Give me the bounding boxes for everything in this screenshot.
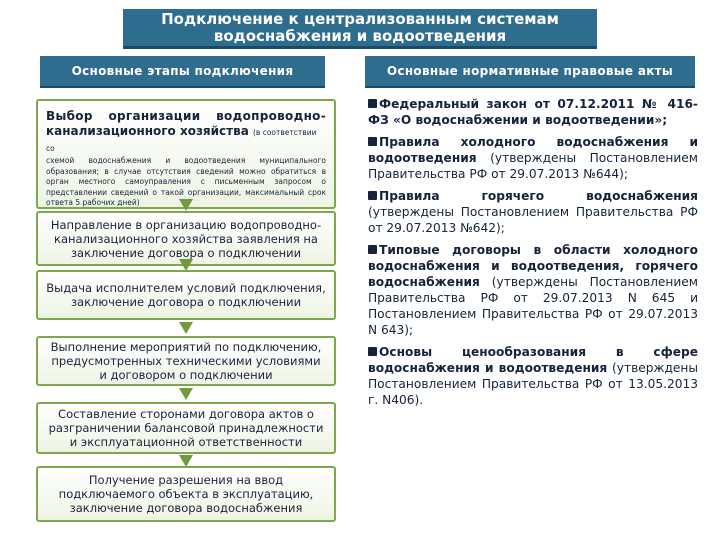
- title-line-1: Подключение к централизованным системам: [161, 9, 559, 28]
- act-4-rest: (утверждены Постановлением Правительства РФ от 29.07.2013 N 645 и Постановлением Правительства РФ от 29.07.2013 N 643);: [368, 275, 698, 337]
- step-permit: [36, 466, 336, 522]
- square-bullet-icon: [368, 191, 377, 200]
- act-item: [368, 188, 698, 236]
- square-bullet-icon: [368, 137, 377, 146]
- step-2-text: Направление в организацию водопроводно-канализационного хозяйства заявления на заключение договора о подключении: [50, 217, 322, 260]
- arrow-down-icon: [176, 388, 196, 402]
- step-acts: [36, 402, 336, 454]
- step-4-text: Выполнение мероприятий по подключению, предусмотренных техническими условиями и договором о подключении: [50, 340, 322, 382]
- normative-acts-list: [368, 96, 698, 414]
- square-bullet-icon: [368, 245, 377, 254]
- step-1-note: схемой водоснабжения и водоотведения муниципального образования; в случае отсутствия сведений можно обратиться в орган местного самоуправления с письменным запросом о представлении сведений о такой организации, максимальный срок ответа 5 рабочих дней): [46, 156, 326, 207]
- step-3-text: Выдача исполнителем условий подключения, заключение договора о подключении: [46, 281, 326, 309]
- title-line-2: водоснабжения и водоотведения: [213, 26, 507, 45]
- step-1-lead-paren: (в соответствии со: [46, 128, 317, 153]
- step-measures: [36, 336, 336, 386]
- act-5-rest: (утверждены Постановлением Правительства РФ от 13.05.2013 г. N406).: [368, 361, 698, 407]
- step-6-text: Получение разрешения на ввод подключаемого объекта в эксплуатацию, заключение договора водоснабжения: [58, 473, 314, 515]
- left-column-header: Основные этапы подключения: [40, 56, 325, 88]
- arrow-down-icon: [176, 322, 196, 336]
- right-column-header: Основные нормативные правовые акты: [365, 56, 695, 88]
- act-3-bold: Правила горячего водоснабжения: [379, 189, 698, 203]
- act-2-bold: Правила холодного водоснабжения и водоотведения: [368, 135, 698, 165]
- square-bullet-icon: [368, 99, 377, 108]
- page-title: [123, 9, 597, 49]
- step-select-organization: [36, 99, 336, 209]
- step-1-lead-2: [46, 124, 326, 156]
- act-item: [368, 344, 698, 408]
- act-1-bold: Федеральный закон от 07.12.2011 № 416-ФЗ «О водоснабжении и водоотведении»;: [368, 97, 698, 127]
- step-1-lead: Выбор организации водопроводно-: [46, 109, 326, 123]
- step-1-lead-bold: канализационного хозяйства: [46, 124, 249, 138]
- act-item: [368, 96, 698, 128]
- step-application: [36, 211, 336, 266]
- act-item: [368, 134, 698, 182]
- act-item: [368, 242, 698, 338]
- step-5-text: Составление сторонами договора актов о разграничении балансовой принадлежности и эксплуатационной ответственности: [48, 407, 324, 449]
- act-3-rest: (утверждены Постановлением Правительства РФ от 29.07.2013 №642);: [368, 205, 698, 235]
- act-2-rest: (утверждены Постановлением Правительства РФ от 29.07.2013 №644);: [368, 151, 698, 181]
- step-conditions: [36, 270, 336, 320]
- square-bullet-icon: [368, 347, 377, 356]
- act-4-bold: Типовые договоры в области холодного водоснабжения и водоотведения, горячего водоснабжения: [368, 243, 698, 289]
- act-5-bold: Основы ценообразования в сфере водоснабжения и водоотведения: [368, 345, 698, 375]
